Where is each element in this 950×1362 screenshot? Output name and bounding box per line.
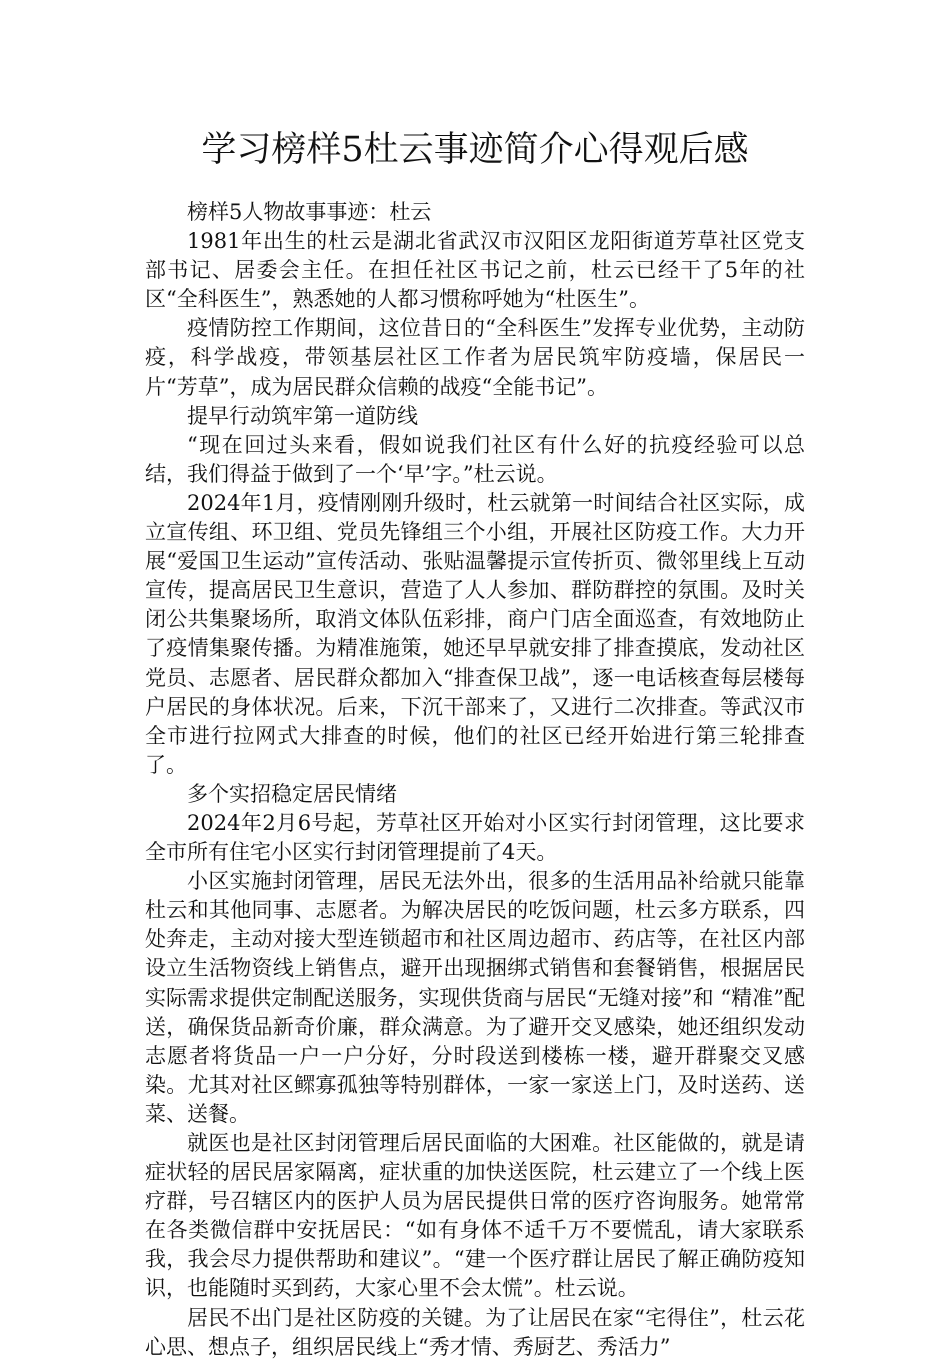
- paragraph-closed-management: 2024年2月6号起，芳草社区开始对小区实行封闭管理，这比要求全市所有住宅小区实行封闭管理提前了4天。: [145, 810, 805, 865]
- section-heading-person: 榜样5人物故事事迹：杜云: [187, 200, 432, 224]
- paragraph-stay-home: 居民不出门是社区防疫的关键。为了让居民在家“宅得住”，杜云花心思、想点子，组织居民线上“秀才情、秀厨艺、秀活力”: [145, 1305, 805, 1359]
- document-body: [145, 198, 805, 1362]
- paragraph-intro: 1981年出生的杜云是湖北省武汉市汉阳区龙阳街道芳草社区党支部书记、居委会主任。在担任社区书记之前，杜云已经干了5年的社区“全科医生”，熟悉她的人都习惯称呼她为“杜医生”。: [145, 229, 805, 312]
- paragraph-supplies: 小区实施封闭管理，居民无法外出，很多的生活用品补给就只能靠杜云和其他同事、志愿者。为解决居民的吃饭问题，杜云多方联系，四处奔走，主动对接大型连锁超市和社区周边超市、药店等，在社区内部设立生活物资线上销售点，避开出现捆绑式销售和套餐销售，根据居民实际需求提供定制配送服务，实现供货商与居民“无缝对接”和 “精准”配送，确保货品新奇价廉，群众满意。为了避开交叉感染，她还组织发动志愿者将货品一户一户分好，分时段送到楼栋一楼，避开群聚交叉感染。尤其对社区鳏寡孤独等特别群体，一家一家送上门，及时送药、送菜、送餐。: [145, 869, 805, 1126]
- section-heading-stabilize: 多个实招稳定居民情绪: [187, 781, 397, 806]
- paragraph-medical: 就医也是社区封闭管理后居民面临的大困难。社区能做的，就是请症状轻的居民居家隔离，症状重的加快送医院，杜云建立了一个线上医疗群，号召辖区内的医护人员为居民提供日常的医疗咨询服务。她常常在各类微信群中安抚居民：“如有身体不适千万不要慌乱，请大家联系我，我会尽力提供帮助和建议”。“建一个医疗群让居民了解正确防疫知识，也能随时买到药，大家心里不会太慌”。杜云说。: [145, 1131, 805, 1301]
- document-title: 学习榜样5杜云事迹简介心得观后感: [201, 130, 749, 170]
- paragraph-quote-early: “现在回过头来看，假如说我们社区有什么好的抗疫经验可以总结，我们得益于做到了一个‘早’字。”杜云说。: [145, 432, 805, 486]
- section-heading-early-action: 提早行动筑牢第一道防线: [187, 403, 418, 428]
- paragraph-epidemic-role: 疫情防控工作期间，这位昔日的“全科医生”发挥专业优势，主动防疫，科学战疫，带领基层社区工作者为居民筑牢防疫墙，保居民一片“芳草”，成为居民群众信赖的战疫“全能书记”。: [145, 316, 805, 399]
- paragraph-january-measures: 2024年1月，疫情刚刚升级时，杜云就第一时间结合社区实际，成立宣传组、环卫组、党员先锋组三个小组，开展社区防疫工作。大力开展“爱国卫生运动”宣传活动、张贴温馨提示宣传折页、微邻里线上互动宣传，提高居民卫生意识，营造了人人参加、群防群控的氛围。及时关闭公共集聚场所，取消文体队伍彩排，商户门店全面巡查，有效地防止了疫情集聚传播。为精准施策，她还早早就安排了排查摸底，发动社区党员、志愿者、居民群众都加入“排查保卫战”，逐一电话核查每层楼每户居民的身体状况。后来，下沉干部来了，又进行二次排查。等武汉市全市进行拉网式大排查的时候，他们的社区已经开始进行第三轮排查了。: [145, 490, 805, 777]
